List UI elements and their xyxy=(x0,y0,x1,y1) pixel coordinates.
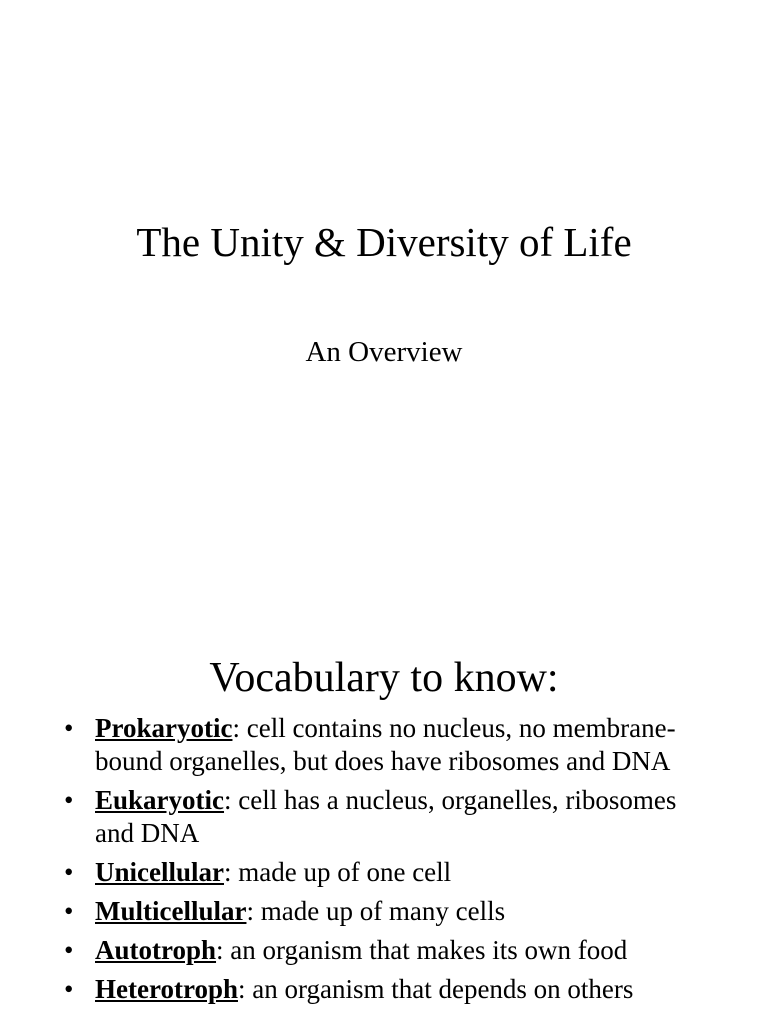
vocabulary-item xyxy=(64,895,704,928)
slide-subtitle: An Overview xyxy=(305,336,463,368)
vocabulary-term: Heterotroph xyxy=(95,974,238,1004)
bullet: • xyxy=(64,713,74,743)
vocabulary-item xyxy=(64,973,704,1006)
vocabulary-term: Prokaryotic xyxy=(95,713,233,743)
vocabulary-term: Autotroph xyxy=(95,935,217,965)
vocabulary-item xyxy=(64,934,704,967)
vocabulary-definition: : cell contains no nucleus, no membrane-bound organelles, but does have ribosomes and DNA xyxy=(95,713,676,776)
vocabulary-term: Eukaryotic xyxy=(95,785,225,815)
vocabulary-definition: : cell has a nucleus, organelles, ribosomes and DNA xyxy=(95,785,677,848)
vocabulary-item xyxy=(64,856,704,889)
vocabulary-term: Multicellular xyxy=(95,896,247,926)
vocabulary-item xyxy=(64,784,704,850)
vocabulary-item xyxy=(64,712,704,778)
vocabulary-definition: : made up of one cell xyxy=(224,857,452,887)
vocabulary-definition: : an organism that makes its own food xyxy=(216,935,628,965)
bullet: • xyxy=(64,974,74,1004)
vocabulary-list xyxy=(64,712,704,1012)
slide-title: The Unity & Diversity of Life xyxy=(136,219,632,265)
bullet: • xyxy=(64,785,74,815)
vocabulary-definition: : an organism that depends on others xyxy=(237,974,634,1004)
bullet: • xyxy=(64,857,74,887)
vocabulary-definition: : made up of many cells xyxy=(246,896,506,926)
bullet: • xyxy=(64,896,74,926)
vocabulary-term: Unicellular xyxy=(95,857,224,887)
bullet: • xyxy=(64,935,74,965)
vocabulary-heading: Vocabulary to know: xyxy=(209,655,559,701)
